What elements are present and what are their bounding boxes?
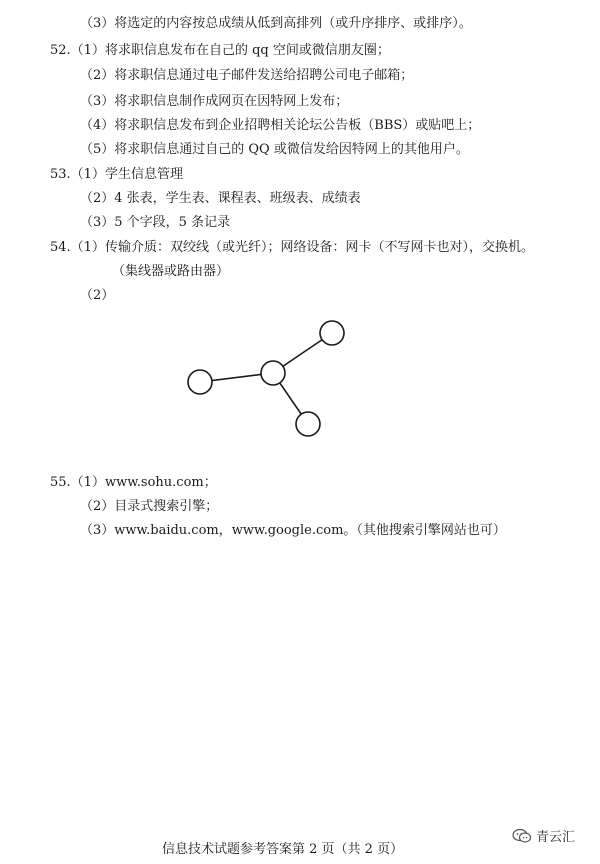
answer-52-1: 52.（1）将求职信息发布在自己的 qq 空间或微信朋友圈；: [50, 43, 390, 58]
topology-node-lower-right: [296, 412, 320, 436]
answer-55-1: 55.（1）www.sohu.com；: [50, 475, 217, 490]
topology-node-left: [188, 370, 212, 394]
topology-node-center: [261, 361, 285, 385]
watermark-text: 青云汇: [536, 830, 576, 845]
answer-53-2: （2）4 张表，学生表、课程表、班级表、成绩表: [80, 191, 361, 206]
answer-52-5: （5）将求职信息通过自己的 QQ 或微信发给因特网上的其他用户。: [80, 142, 469, 157]
answer-53-1: 53.（1）学生信息管理: [50, 167, 183, 182]
answer-51-3: （3）将选定的内容按总成绩从低到高排列（或升序排序、或排序）。: [80, 16, 472, 31]
page-footer: 信息技术试题参考答案第 2 页（共 2 页）: [162, 842, 404, 857]
topology-node-upper-right: [320, 321, 344, 345]
watermark: [512, 826, 575, 845]
answer-55-3: （3）www.baidu.com，www.google.com。（其他搜索引擎网站也可）: [80, 523, 506, 538]
answer-53-3: （3）5 个字段，5 条记录: [80, 215, 231, 230]
answer-52-3: （3）将求职信息制作成网页在因特网上发布；: [80, 94, 349, 109]
wechat-icon: [512, 828, 532, 844]
answer-54-1-continued: （集线器或路由器）: [112, 264, 230, 279]
answer-54-1: 54.（1）传输介质：双绞线（或光纤）；网络设备：网卡（不写网卡也对），交换机。: [50, 240, 534, 255]
answer-52-2: （2）将求职信息通过电子邮件发送给招聘公司电子邮箱；: [80, 68, 414, 83]
answer-52-4: （4）将求职信息发布到企业招聘相关论坛公告板（BBS）或贴吧上；: [80, 118, 481, 133]
answer-55-2: （2）目录式搜索引擎；: [80, 499, 219, 514]
answer-54-2: （2）: [80, 288, 115, 303]
